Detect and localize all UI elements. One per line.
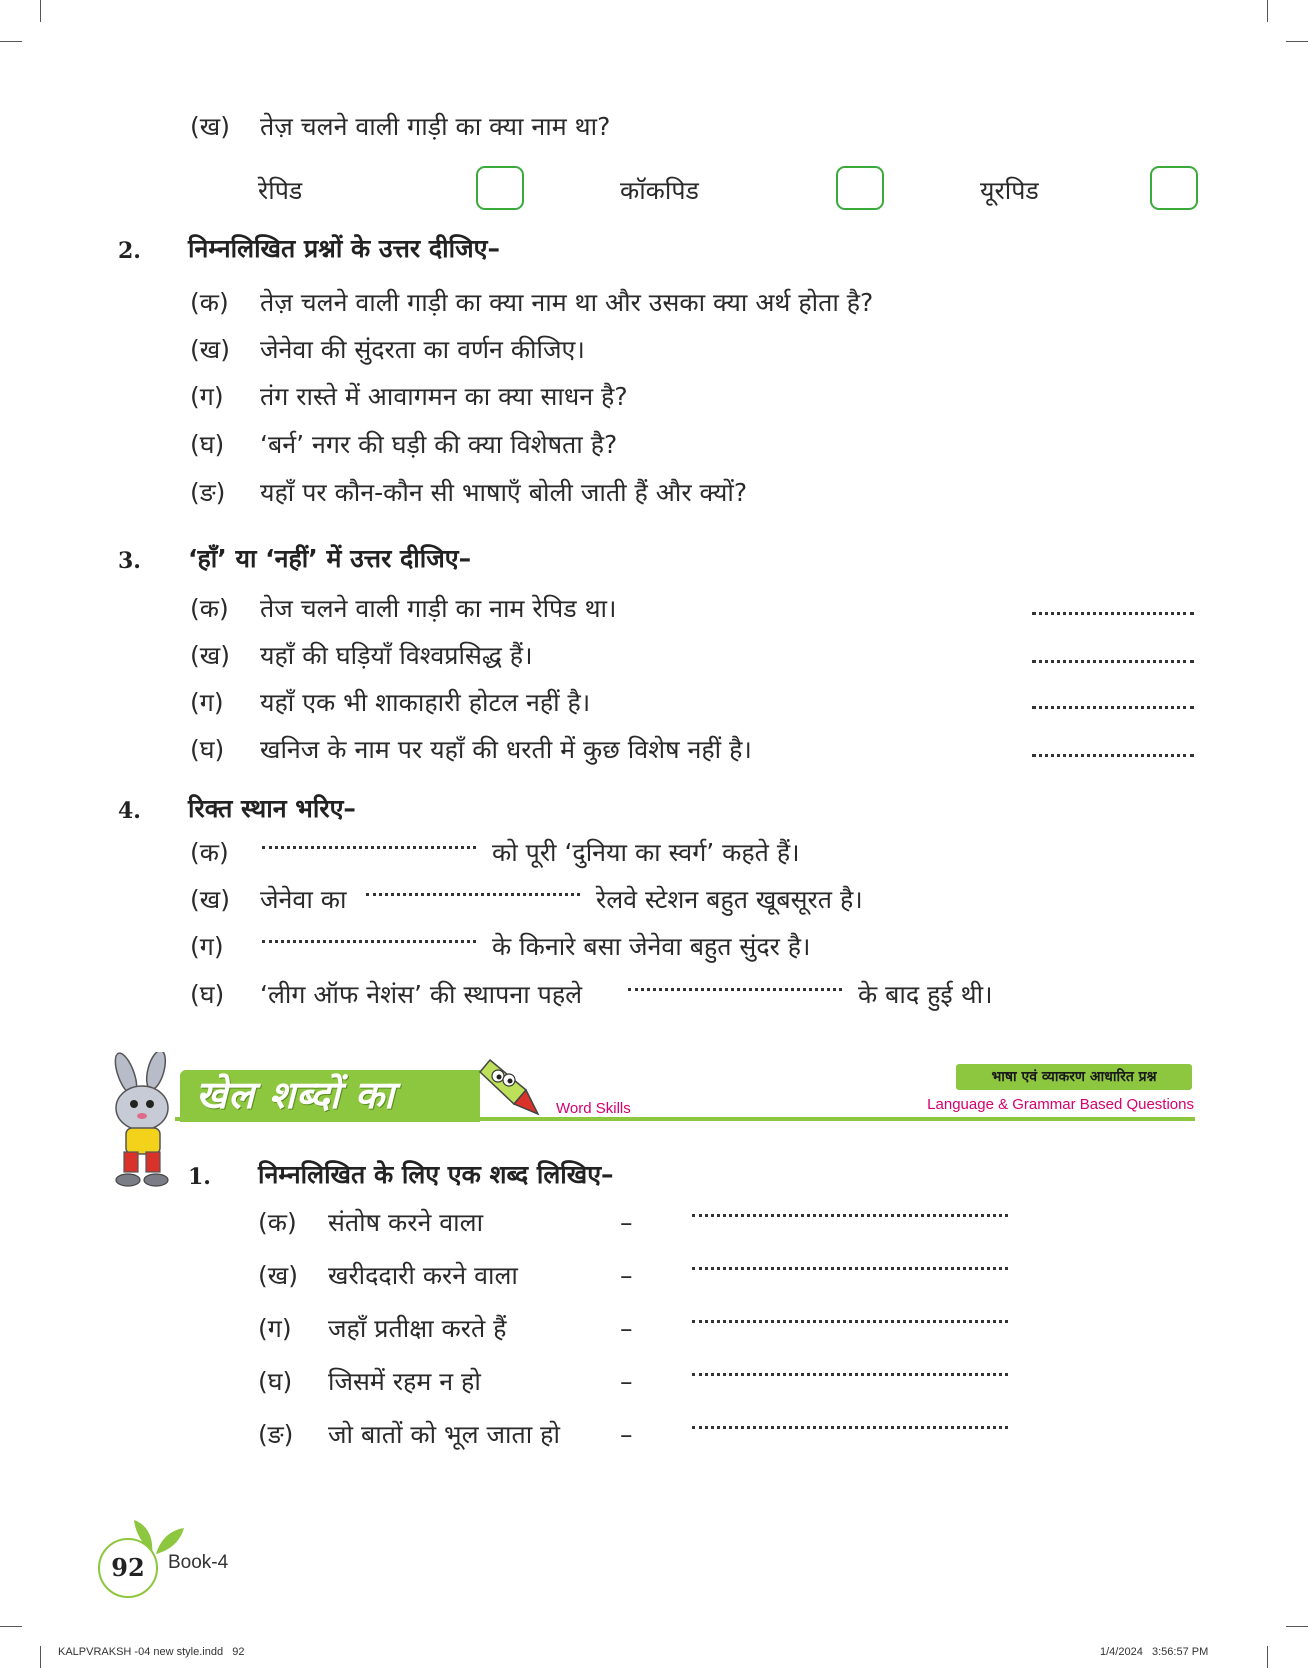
category-badge-english: Language & Grammar Based Questions bbox=[927, 1096, 1194, 1113]
item-text-before: ‘लीग ऑफ नेशंस’ की स्थापना पहले bbox=[260, 980, 583, 1009]
item-label: (ग) bbox=[258, 1314, 292, 1343]
item-dash: – bbox=[620, 1367, 633, 1396]
crop-mark bbox=[0, 41, 22, 42]
option-label: यूरपिड bbox=[980, 176, 1039, 205]
crop-mark bbox=[40, 0, 41, 22]
item-label: (ख) bbox=[190, 885, 230, 914]
option-label: कॉकपिड bbox=[620, 176, 699, 205]
answer-blank[interactable] bbox=[692, 1267, 1008, 1270]
pencil-mascot-icon bbox=[476, 1050, 548, 1122]
answer-blank[interactable] bbox=[692, 1373, 1008, 1376]
question-heading: निम्नलिखित के लिए एक शब्द लिखिए– bbox=[258, 1160, 614, 1189]
option-label: रेपिड bbox=[258, 176, 303, 205]
item-dash: – bbox=[620, 1314, 633, 1343]
item-text-after: के किनारे बसा जेनेवा बहुत सुंदर है। bbox=[492, 932, 811, 961]
option-checkbox[interactable] bbox=[1150, 166, 1198, 210]
banner-subtitle: Word Skills bbox=[556, 1100, 631, 1117]
item-text: यहाँ एक भी शाकाहारी होटल नहीं है। bbox=[260, 688, 591, 717]
item-label: (ग) bbox=[190, 932, 224, 961]
page-number: 92 bbox=[111, 1553, 145, 1582]
item-label: (ख) bbox=[258, 1261, 298, 1290]
item-label: (क) bbox=[190, 288, 229, 317]
item-text: यहाँ की घड़ियाँ विश्वप्रसिद्ध हैं। bbox=[260, 641, 533, 670]
option-checkbox[interactable] bbox=[476, 166, 524, 210]
answer-blank[interactable] bbox=[692, 1426, 1008, 1429]
file-info: KALPVRAKSH -04 new style.indd 92 bbox=[58, 1646, 245, 1658]
fill-blank[interactable] bbox=[628, 988, 842, 991]
item-text-after: के बाद हुई थी। bbox=[858, 980, 993, 1009]
item-text-after: रेलवे स्टेशन बहुत खूबसूरत है। bbox=[596, 885, 863, 914]
item-text: खरीददारी करने वाला bbox=[328, 1261, 518, 1290]
question-heading: निम्नलिखित प्रश्नों के उत्तर दीजिए– bbox=[188, 234, 500, 263]
fill-blank[interactable] bbox=[366, 893, 580, 896]
item-text: तेज चलने वाली गाड़ी का नाम रेपिड था। bbox=[260, 594, 617, 623]
option-checkbox[interactable] bbox=[836, 166, 884, 210]
item-text: तंग रास्ते में आवागमन का क्या साधन है? bbox=[260, 382, 628, 411]
item-text: ‘बर्न’ नगर की घड़ी की क्या विशेषता है? bbox=[260, 430, 618, 459]
item-label: (ङ) bbox=[258, 1420, 294, 1449]
question-heading: रिक्त स्थान भरिए– bbox=[188, 794, 356, 823]
item-label: (ख) bbox=[190, 335, 230, 364]
question-number: 1. bbox=[188, 1164, 211, 1190]
page-number-circle bbox=[98, 1538, 158, 1598]
answer-blank[interactable] bbox=[1032, 754, 1194, 757]
question-number: 2. bbox=[118, 238, 141, 264]
answer-blank[interactable] bbox=[692, 1214, 1008, 1217]
item-label: (ख) bbox=[190, 641, 230, 670]
q1-sub-label: (ख) bbox=[190, 112, 230, 141]
item-label: (घ) bbox=[258, 1367, 293, 1396]
crop-mark bbox=[40, 1646, 41, 1668]
question-number: 4. bbox=[118, 798, 141, 824]
item-label: (घ) bbox=[190, 980, 225, 1009]
rabbit-mascot-icon bbox=[104, 1052, 194, 1192]
item-label: (ङ) bbox=[190, 478, 226, 507]
item-text: यहाँ पर कौन-कौन सी भाषाएँ बोली जाती हैं और क्यों? bbox=[260, 478, 748, 507]
item-text: जेनेवा की सुंदरता का वर्णन कीजिए। bbox=[260, 335, 585, 364]
answer-blank[interactable] bbox=[1032, 706, 1194, 709]
item-label: (क) bbox=[258, 1208, 297, 1237]
item-text: तेज़ चलने वाली गाड़ी का क्या नाम था और उसका क्या अर्थ होता है? bbox=[260, 288, 874, 317]
category-badge bbox=[956, 1064, 1192, 1090]
answer-blank[interactable] bbox=[1032, 660, 1194, 663]
q1-question: तेज़ चलने वाली गाड़ी का क्या नाम था? bbox=[260, 112, 611, 141]
item-dash: – bbox=[620, 1208, 633, 1237]
crop-mark bbox=[1286, 41, 1308, 42]
item-text: जिसमें रहम न हो bbox=[328, 1367, 481, 1396]
item-text-before: जेनेवा का bbox=[260, 885, 347, 914]
item-label: (घ) bbox=[190, 735, 225, 764]
item-text: जो बातों को भूल जाता हो bbox=[328, 1420, 560, 1449]
question-number: 3. bbox=[118, 548, 141, 574]
item-dash: – bbox=[620, 1261, 633, 1290]
item-text: संतोष करने वाला bbox=[328, 1208, 484, 1237]
banner-title: खेल शब्दों का bbox=[196, 1073, 395, 1117]
item-label: (घ) bbox=[190, 430, 225, 459]
book-label: Book-4 bbox=[168, 1552, 229, 1573]
crop-mark bbox=[0, 1626, 22, 1627]
item-label: (ग) bbox=[190, 688, 224, 717]
question-heading: ‘हाँ’ या ‘नहीं’ में उत्तर दीजिए– bbox=[188, 544, 472, 573]
crop-mark bbox=[1267, 0, 1268, 22]
answer-blank[interactable] bbox=[692, 1320, 1008, 1323]
crop-mark bbox=[1286, 1626, 1308, 1627]
item-dash: – bbox=[620, 1420, 633, 1449]
print-timestamp: 1/4/2024 3:56:57 PM bbox=[1100, 1646, 1209, 1658]
answer-blank[interactable] bbox=[1032, 612, 1194, 615]
item-label: (क) bbox=[190, 594, 229, 623]
item-text: खनिज के नाम पर यहाँ की धरती में कुछ विशेष नहीं है। bbox=[260, 735, 752, 764]
category-badge-text: भाषा एवं व्याकरण आधारित प्रश्न bbox=[991, 1069, 1157, 1085]
item-text: जहाँ प्रतीक्षा करते हैं bbox=[328, 1314, 507, 1343]
item-text-after: को पूरी ‘दुनिया का स्वर्ग’ कहते हैं। bbox=[492, 838, 800, 867]
item-label: (क) bbox=[190, 838, 229, 867]
fill-blank[interactable] bbox=[262, 940, 476, 943]
crop-mark bbox=[1267, 1646, 1268, 1668]
fill-blank[interactable] bbox=[262, 846, 476, 849]
item-label: (ग) bbox=[190, 382, 224, 411]
